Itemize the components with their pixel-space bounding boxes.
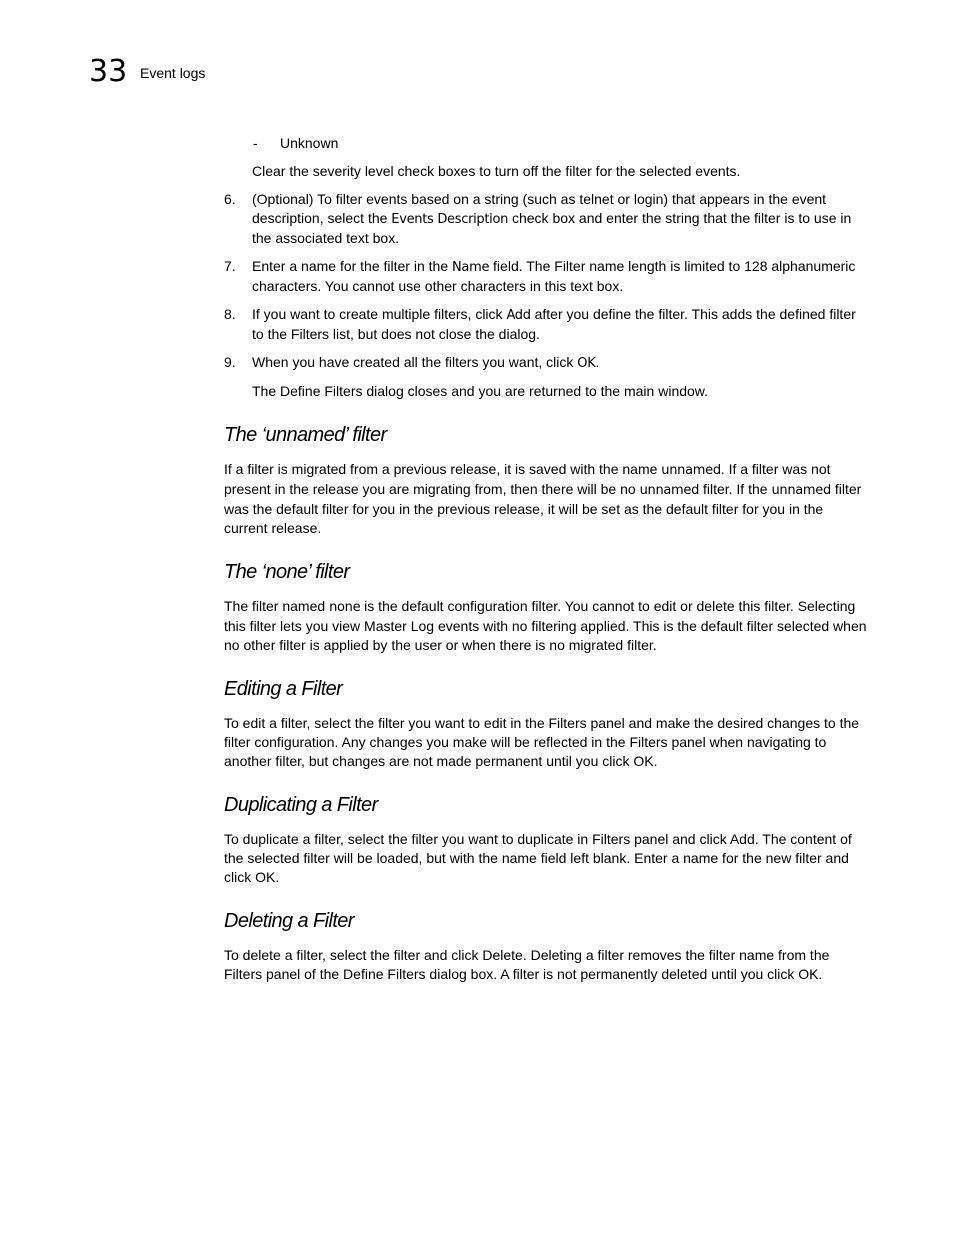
step-8 bbox=[224, 305, 869, 344]
ui-term: unnamed bbox=[771, 483, 831, 498]
step-text: . bbox=[595, 354, 600, 370]
ui-term: unnamed bbox=[661, 463, 721, 478]
step-text: field. The Filter name length is limited to 128 alphanumeric characters. You cannot use other characters in this text box. bbox=[252, 258, 856, 294]
bullet-mark: - bbox=[253, 135, 258, 151]
heading-none-filter: The ‘none’ filter bbox=[224, 561, 350, 583]
editing-paragraph: To edit a filter, select the filter you want to edit in the Filters panel and make the desired changes to the filter configuration. Any changes you make will be reflected in the Filters panel when navigating to another filter, but changes are not made permanent until you click OK. bbox=[224, 715, 860, 769]
step-number: 8. bbox=[224, 306, 236, 322]
bullet-text: Unknown bbox=[280, 135, 339, 151]
clear-note: Clear the severity level check boxes to turn off the filter for the selected events. bbox=[252, 163, 741, 179]
ui-term: Add bbox=[506, 308, 531, 323]
chapter-number: 33 bbox=[89, 54, 128, 89]
deleting-paragraph: To delete a filter, select the filter and click Delete. Deleting a filter removes the filter name from the Filters panel of the Define Filters dialog box. A filter is not permanently deleted until you click OK. bbox=[224, 947, 830, 982]
severity-bullet bbox=[224, 134, 869, 153]
text: If a filter is migrated from a previous release, it is saved with the name bbox=[224, 461, 662, 477]
step-9-result: The Define Filters dialog closes and you are returned to the main window. bbox=[252, 383, 709, 399]
ui-term: Events Description bbox=[391, 212, 509, 227]
text: is the default configuration filter. You cannot to edit or delete this filter. Selecting this filter lets you view Master Log events with no filtering applied. This is the default filter selected when no other filter is applied by the user or when there is no migrated filter. bbox=[224, 598, 867, 653]
step-number: 9. bbox=[224, 354, 236, 370]
text: . If a filter was not present in the release you are migrating from, then there will be no bbox=[224, 461, 831, 497]
step-6 bbox=[224, 190, 869, 248]
ui-term: Name bbox=[452, 260, 490, 275]
chapter-title: Event logs bbox=[140, 65, 206, 81]
step-text: Enter a name for the filter in the bbox=[252, 258, 452, 274]
heading-deleting-filter: Deleting a Filter bbox=[224, 910, 354, 932]
ui-term: OK bbox=[577, 356, 596, 371]
step-text: after you define the filter. This adds the defined filter to the Filters list, but does not close the dialog. bbox=[252, 306, 856, 342]
text: filter. If the bbox=[699, 481, 772, 497]
step-text: (Optional) To filter events based on a string (such as telnet or login) that appears in the event description, select the bbox=[252, 191, 827, 226]
step-number: 6. bbox=[224, 191, 236, 207]
ui-term: unnamed bbox=[639, 483, 700, 498]
text: The filter named bbox=[224, 598, 330, 614]
heading-duplicating-filter: Duplicating a Filter bbox=[224, 794, 378, 816]
step-text: If you want to create multiple filters, click bbox=[252, 306, 507, 322]
none-paragraph bbox=[224, 597, 869, 655]
text: filter was the default filter for you in the previous release, it will be set as the default filter for you in the current release. bbox=[224, 481, 862, 536]
step-7 bbox=[224, 257, 869, 296]
heading-editing-filter: Editing a Filter bbox=[224, 678, 343, 700]
duplicating-paragraph: To duplicate a filter, select the filter you want to duplicate in Filters panel and click Add. The content of the selected filter will be loaded, but with the name field left blank. Enter a name for the new filter and click OK. bbox=[224, 831, 852, 885]
step-text: When you have created all the filters you want, click bbox=[252, 354, 578, 370]
step-9 bbox=[224, 353, 869, 373]
step-number: 7. bbox=[224, 258, 236, 274]
page-content bbox=[224, 134, 869, 984]
unnamed-paragraph bbox=[224, 460, 869, 538]
heading-unnamed-filter: The ‘unnamed’ filter bbox=[224, 424, 387, 446]
ui-term: none bbox=[329, 600, 361, 615]
step-text: check box and enter the string that the filter is to use in the associated text box. bbox=[252, 210, 852, 246]
